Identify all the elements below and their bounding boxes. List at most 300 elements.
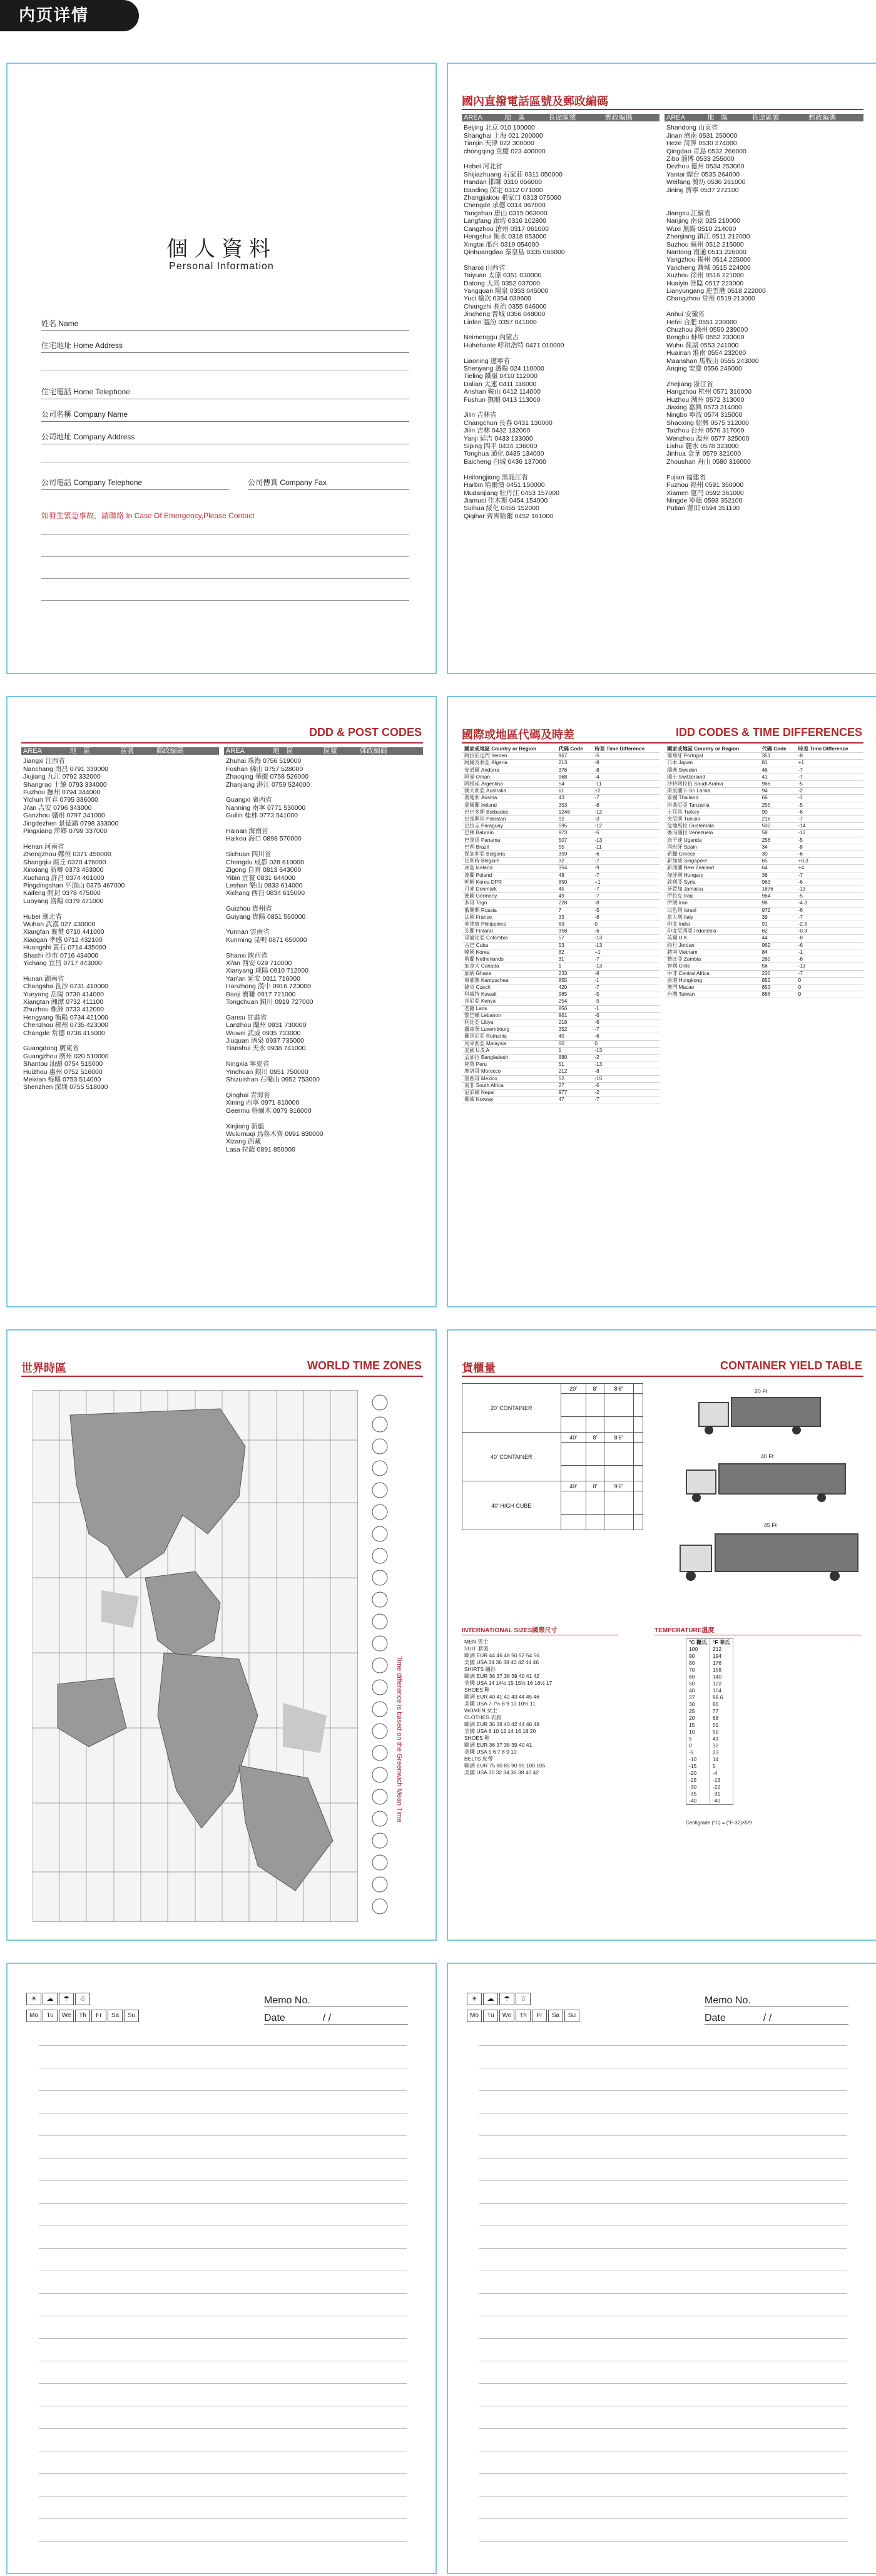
idd-row [462, 921, 660, 928]
idd-cell: 羅馬尼亞 Romania [462, 1033, 556, 1040]
col-area: AREA [226, 747, 245, 755]
memo-line[interactable] [479, 2180, 847, 2181]
idd-cell: 39 [760, 914, 796, 921]
idd-row [665, 788, 863, 795]
emergency-line[interactable] [41, 600, 409, 601]
section-tag: 内页详情 [0, 0, 139, 31]
idd-cell: -6 [796, 956, 863, 963]
idd-row [665, 963, 863, 970]
idd-cell: -14 [796, 823, 863, 830]
idd-cell: 老撾 Laos [462, 1005, 556, 1012]
size-row: 美國 USA 30 32 34 36 38 40 42 [464, 1769, 539, 1776]
weekday-box[interactable]: Mo [26, 2010, 41, 2022]
memo-line[interactable] [479, 2248, 847, 2249]
size-row: SUIT 套裝 [464, 1645, 489, 1652]
idd-row [462, 1005, 660, 1012]
memo-number-field[interactable]: Memo No. [705, 1995, 848, 2007]
idd-cell: 60 [556, 1040, 593, 1047]
idd-cell: -12 [592, 809, 660, 815]
idd-cell: -4 [592, 774, 660, 780]
time-zone-circle [372, 1395, 387, 1410]
idd-cell: 泰國 Thailand [665, 795, 760, 802]
idd-cell: 57 [556, 935, 593, 942]
idd-row [462, 1075, 660, 1082]
idd-row [665, 956, 863, 963]
time-zone-circle [372, 1702, 387, 1717]
title-rule [21, 742, 423, 744]
weekday-box[interactable]: Sa [548, 2010, 563, 2022]
idd-cell: 64 [760, 865, 796, 872]
cy-title-cn: 貨櫃量 [462, 1362, 496, 1374]
col-code: 長途區號 [751, 114, 780, 121]
time-zone-circle [372, 1855, 387, 1870]
idd-cell: -8 [592, 802, 660, 809]
temp-cell: 176 [710, 1660, 733, 1667]
idd-cell: 巴基斯坦 Pakistan [462, 816, 556, 823]
weekday-box[interactable]: Fr [91, 2010, 106, 2022]
weekday-box[interactable]: We [499, 2010, 514, 2022]
memo-line[interactable] [479, 2090, 847, 2091]
memo-line[interactable] [39, 2293, 407, 2294]
idd-cell: -13 [592, 942, 660, 949]
idd-row [665, 830, 863, 837]
temp-cell: -10 [686, 1756, 710, 1763]
idd-row [462, 795, 660, 802]
weekday-box[interactable]: Su [564, 2010, 579, 2022]
idd-row [462, 1054, 660, 1061]
idd-cell: -8 [592, 914, 660, 921]
idd-cell: -13 [592, 837, 660, 844]
idd-cell: 肯尼亞 Kenya [462, 998, 556, 1005]
idd-cell: -6 [592, 1033, 660, 1040]
idd-cell: -3 [592, 816, 660, 823]
company-fax-field[interactable]: 公司傳真 Company Fax [248, 477, 409, 490]
col-country: 國家或地區 Country or Region [665, 746, 760, 753]
area-list: Beijing 北京 010 100000 Shanghai 上海 021 200000 Tianjin 天津 022 300000 chongqing 重慶 023 400000 Hebei 河北省 Shijiazhuang 石家莊 0311 050000 Handan 邯鄲 0310 056000 Baoding 保定 0312 071000 Zhangjiakou 張家口 0313 075000 Chengde 承德 0314 067000 Tangshan 唐山 0315 063000 Langfang 廊坊 0316 102800 Cangzhou 滄州 0317 061000 Hengshui 衡水 0318 053000 Xingtai 邢台 0319 054000 Qinhuangdao 秦皇島 0335 066000 Shanxi 山西省 Taiyuan 太原 0351 030000 Datong 大同 0352 037000 Yangquan 陽泉 0353 045000 Yuci 榆次 0354 030600 Changzhi 長治 0355 046000 Jincheng 晉城 0356 048000 Linfen 臨汾 0357 041000 Neimenggu 內蒙古 Huhehaote 呼和浩特 0471 010000 Liaoning 遼寧省 Shenyang 瀋陽 024 110000 Tieling 鐵嶺 0410 112000 Dalian 大連 0411 116000 Anshan 鞍山 0412 114000 Fushun 撫順 0413 113000 Jilin 吉林省 Changchun 長春 0431 130000 Jilin 吉林 0432 132000 Yanji 延吉 0433 133000 Siping 四平 0434 136000 Tonghua 通化 0435 134000 Baicheng 白城 0436 137000 Heilongjiang 黑龍江省 Harbin 哈爾濱 0451 150000 Mudanjiang 牡丹江 0453 157000 Jiamusi 佳木斯 0454 154000 Suihua 綏化 0455 152000 Qiqihar 齊齊哈爾 0452 161000 [464, 124, 565, 520]
idd-cell: 49 [556, 893, 593, 900]
idd-cell: 967 [556, 753, 593, 760]
idd-cell: 66 [760, 795, 796, 802]
temp-cell: -25 [686, 1777, 710, 1784]
emergency-line[interactable] [41, 556, 409, 557]
idd-cell: 260 [760, 956, 796, 963]
temp-cell: 50 [686, 1680, 710, 1687]
size-row: 歐洲 EUR 75 80 85 90 95 100 105 [464, 1762, 546, 1769]
weekday-box[interactable]: Th [75, 2010, 90, 2022]
idd-row [462, 760, 660, 767]
time-zone-circle [372, 1899, 387, 1914]
idd-row [665, 879, 863, 886]
idd-row [462, 1040, 660, 1047]
idd-cell: 43 [556, 795, 593, 802]
memo-date-field[interactable] [264, 2013, 408, 2025]
company-name-field[interactable]: 公司名稱 Company Name [41, 409, 409, 422]
temperature-table [686, 1638, 733, 1805]
idd-title-en: IDD CODES & TIME DIFFERENCES [675, 726, 862, 739]
idd-cell: 82 [556, 949, 593, 956]
weather-icon[interactable]: ☂ [499, 1993, 514, 2005]
memo-line[interactable] [39, 2473, 407, 2474]
temp-cell: 59 [710, 1722, 733, 1729]
idd-cell: 91 [760, 921, 796, 928]
col-region: 地 區 [272, 747, 293, 755]
idd-cell: -6 [592, 1012, 660, 1019]
idd-row [462, 753, 660, 760]
memo-line[interactable] [479, 2338, 847, 2339]
idd-cell: 0 [796, 991, 863, 998]
idd-row [665, 949, 863, 956]
area-list: Jiangxi 江西省 Nanchang 南昌 0791 330000 Jiujiang 九江 0792 332000 Shangrao 上饒 0793 334000 Fuzhou 撫州 0794 344000 Yichun 宜春 0795 336000 Ji'an 吉安 0796 343000 Ganzhou 贛州 0797 341000 Jingdezhen 景德鎮 0798 333000 Pingxiang 萍鄉 0799 337000 Henan 河南省 Zhengzhou 鄭州 0371 450000 Shangqiu 商丘 0370 476000 Xinxiang 新鄉 0373 453000 Xuchang 許昌 0374 461000 Pingdingshan 平頂山 0375 467000 Kaifeng 開封 0378 475000 Luoyang 洛陽 0379 471000 Hubei 湖北省 Wuhan 武漢 027 430000 Xiangfan 襄樊 0710 441000 Xiaogan 孝感 0712 432100 Huangshi 黃石 0714 435000 Shashi 沙市 0716 434000 Yichang 宜昌 0717 443000 Hunan 湖南省 Changsha 長沙 0731 410000 Yueyang 岳陽 0730 414000 Xiangtan 湘潭 0732 411100 Zhuzhou 株洲 0733 412000 Hengyang 衡陽 0734 421000 Chenzhou 郴州 0735 423000 Changde 常德 0736 415000 Guangdong 廣東省 Guangzhou 廣州 020 510000 Shantou 汕頭 0754 515000 Huizhou 惠州 0752 516000 Meixian 梅縣 0753 514000 Shenzhen 深圳 0755 518000 [23, 757, 125, 1091]
idd-row [462, 1061, 660, 1068]
idd-row [462, 816, 660, 823]
idd-cell: 約旦 Jordan [665, 942, 760, 949]
idd-cell: 30 [760, 851, 796, 858]
idd-cell: 墨西哥 Mexico [462, 1075, 556, 1082]
weather-icon[interactable]: ☁ [483, 1993, 498, 2005]
idd-cell: -6 [796, 879, 863, 886]
idd-cell: 科威特 Kuwait [462, 991, 556, 998]
temp-cell: -5 [686, 1749, 710, 1756]
memo-line[interactable] [479, 2428, 847, 2429]
idd-cell: -13 [592, 935, 660, 942]
idd-cell: 353 [556, 802, 593, 809]
idd-cell: 秘魯 Peru [462, 1061, 556, 1068]
company-address-field[interactable]: 公司地址 Company Address [41, 431, 409, 444]
idd-cell: 巴拿馬 Panama [462, 837, 556, 844]
idd-cell: +1 [592, 879, 660, 886]
idd-cell: 澳大利亞 Australia [462, 788, 556, 795]
temp-cell: 23 [710, 1749, 733, 1756]
idd-cell: 贊比亞 Zambia [665, 956, 760, 963]
time-zone-circle [372, 1461, 387, 1476]
idd-cell: 48 [556, 872, 593, 879]
idd-cell: 保加利亞 Bulgaria [462, 851, 556, 858]
idd-cell: 瑞士 Switzerland [665, 774, 760, 780]
temp-cell: 86 [710, 1701, 733, 1708]
time-zone-circle [372, 1439, 387, 1454]
weather-icon[interactable]: ☁ [43, 1993, 58, 2005]
idd-cell: -8 [796, 753, 863, 760]
idd-cell: -1 [796, 795, 863, 802]
idd-cell: 挪威 Norway [462, 1096, 556, 1103]
company-telephone-field[interactable]: 公司電話 Company Telephone [41, 477, 229, 490]
idd-row [462, 886, 660, 893]
idd-cell: 850 [556, 879, 593, 886]
idd-row [665, 837, 863, 844]
idd-cell: 32 [556, 858, 593, 865]
idd-cell: -7 [592, 1026, 660, 1033]
world-map [33, 1390, 358, 1922]
time-zone-circle [372, 1505, 387, 1520]
idd-cell: -5 [796, 802, 863, 809]
idd-cell: 1 [556, 963, 593, 970]
idd-cell: 印度尼西亞 Indonesia [665, 928, 760, 935]
idd-cell: 853 [760, 984, 796, 991]
idd-row [462, 865, 660, 872]
emergency-line[interactable] [41, 578, 409, 579]
idd-cell: -7 [592, 795, 660, 802]
idd-row [665, 970, 863, 977]
memo-line[interactable] [39, 2428, 407, 2429]
memo-line[interactable] [39, 2090, 407, 2091]
time-zone-note: Time difference is based on the Greenwich Mean Time [395, 1656, 403, 1822]
memo-line[interactable] [39, 2045, 407, 2046]
home-address-line2[interactable] [41, 360, 409, 371]
idd-cell: -8 [592, 767, 660, 774]
idd-cell: 855 [556, 977, 593, 984]
area-list: Shandong 山東省 Jinan 濟南 0531 250000 Heze 菏澤 0530 274000 Qingdao 青島 0532 266000 Zibo 淄博 0533 255000 Dezhou 德州 0534 253000 Yantai 煙台 0535 264000 Weifang 濰坊 0536 261000 Jining 濟寧 0537 272100 Jiangsu 江蘇省 Nanjing 南京 025 210000 Wuxi 無錫 0510 214000 Zhenjiang 鎮江 0511 212000 Suzhou 蘇州 0512 215000 Nantong 南通 0513 226000 Yangzhou 揚州 0514 225000 Yancheng 鹽城 0515 224000 Xuzhou 徐州 0516 221000 Huaiyin 淮陰 0517 223000 Lianyungang 連雲港 0518 222000 Changzhou 常州 0519 213000 Anhui 安徽省 Hefei 合肥 0551 230000 Chuzhou 滁州 0550 239000 Bengbu 蚌埠 0552 233000 Wuhu 蕪湖 0553 241000 Huainan 淮南 0554 232000 Maanshan 馬鞍山 0555 243000 Anqing 安慶 0556 246000 Zhejiang 浙江省 Hangzhou 杭州 0571 310000 Huzhou 湖州 0572 313000 Jiaxing 嘉興 0573 314000 Ningbo 寧波 0574 315000 Shaoxing 紹興 0575 312000 Taizhou 台州 0576 317000 Wenzhou 溫州 0577 325000 Lishui 麗水 0578 323000 Jinhua 金華 0579 321000 Zhoushan 舟山 0580 316000 Fujian 福建省 Fuzhou 福州 0591 350000 Xiamen 廈門 0592 361000 Ningde 寧德 0593 352100 Putian 莆田 0594 351100 [666, 124, 766, 513]
temp-cell: 5 [686, 1735, 710, 1742]
idd-row [462, 914, 660, 921]
weather-icon[interactable]: ☀ [467, 1993, 482, 2005]
page-container-yield [447, 1329, 876, 1941]
idd-row [462, 977, 660, 984]
idd-row [462, 879, 660, 886]
memo-line[interactable] [39, 2248, 407, 2249]
weather-icon[interactable]: ☀ [26, 1993, 41, 2005]
temp-cell: 100 [686, 1646, 710, 1653]
time-zone-circle [372, 1789, 387, 1804]
col-area: AREA [666, 114, 685, 121]
idd-cell: 0 [592, 1040, 660, 1047]
idd-cell: -6 [592, 851, 660, 858]
col-post: 郵政編碼 [359, 747, 387, 755]
idd-row [462, 781, 660, 788]
time-zone-circle [372, 1745, 387, 1761]
home-address-field[interactable]: 住宅地址 Home Address [41, 340, 409, 353]
idd-cell: 法國 France [462, 914, 556, 921]
idd-cell: 意大利 Italy [665, 914, 760, 921]
size-row: WOMEN 女士 [464, 1707, 497, 1714]
idd-cell: 376 [556, 767, 593, 774]
memo-line[interactable] [39, 2180, 407, 2181]
memo-line[interactable] [39, 2158, 407, 2159]
weekday-box[interactable]: Sa [108, 2010, 123, 2022]
temp-cell: 122 [710, 1680, 733, 1687]
temp-note: Centigrade (°C) = (°F-32)×5/9 [686, 1820, 752, 1826]
memo-line[interactable] [39, 2338, 407, 2339]
idd-cell: 加拿大 Canada [462, 963, 556, 970]
idd-cell: -1 [592, 977, 660, 984]
idd-cell: 0 [592, 921, 660, 928]
idd-cell: 希臘 Greece [665, 851, 760, 858]
temp-cell: -30 [686, 1784, 710, 1791]
idd-cell: 0 [796, 984, 863, 991]
idd-cell: 匈牙利 Hungary [665, 872, 760, 879]
idd-cell: 美國 U.S.A [462, 1047, 556, 1054]
weekday-box[interactable]: Tu [43, 2010, 58, 2022]
emergency-label: 如發生緊急事故，請聯絡 In Case Of Emergency,Please Contact [41, 511, 255, 520]
memo-line[interactable] [479, 2383, 847, 2384]
size-row: SHIRTS 襯衫 [464, 1666, 496, 1672]
idd-cell: 奧地利 Austria [462, 795, 556, 802]
memo-line[interactable] [479, 2473, 847, 2474]
idd-cell: 81 [760, 760, 796, 767]
idd-cell: -6 [796, 851, 863, 858]
idd-table-right [665, 746, 863, 998]
temp-cell: 158 [710, 1667, 733, 1674]
memo-line[interactable] [39, 2135, 407, 2136]
idd-cell: 日本 Japan [665, 760, 760, 767]
temp-cell: -22 [710, 1784, 733, 1791]
temp-cell: 32 [710, 1742, 733, 1749]
memo-line[interactable] [479, 2203, 847, 2204]
idd-cell: 507 [556, 837, 593, 844]
idd-row [462, 1089, 660, 1096]
idd-cell: 7 [556, 907, 593, 914]
idd-cell: -7 [796, 767, 863, 774]
idd-cell: 880 [556, 1054, 593, 1061]
idd-row [665, 900, 863, 907]
idd-cell: -6 [592, 1082, 660, 1089]
size-row: 美國 USA 5 6 7 8 9 10 [464, 1749, 517, 1755]
idd-cell: 255 [760, 802, 796, 809]
idd-cell: 54 [556, 781, 593, 788]
idd-cell: -6 [592, 1019, 660, 1026]
idd-cell: -13 [796, 886, 863, 893]
domestic-table-left [462, 114, 660, 520]
memo-number-field[interactable]: Memo No. [264, 1995, 408, 2007]
emergency-line[interactable] [41, 534, 409, 535]
idd-cell: -2 [592, 1054, 660, 1061]
idd-row [665, 816, 863, 823]
page-world-time-zones [6, 1329, 437, 1941]
idd-cell: -8 [592, 760, 660, 767]
idd-cell: 芬蘭 Finland [462, 928, 556, 935]
idd-cell: 德國 Germany [462, 893, 556, 900]
temp-cell: -13 [710, 1777, 733, 1784]
idd-cell: 852 [760, 977, 796, 984]
weekday-box[interactable]: Su [124, 2010, 139, 2022]
memo-line[interactable] [479, 2496, 847, 2497]
idd-cell: 尼泊爾 Nepal [462, 1089, 556, 1096]
size-row: 美國 USA 8 10 12 14 16 18 20 [464, 1728, 536, 1734]
memo-line[interactable] [479, 2045, 847, 2046]
idd-row [462, 949, 660, 956]
memo-line[interactable] [479, 2541, 847, 2542]
idd-cell: 阿根廷 Argentina [462, 781, 556, 788]
idd-cell: -8 [796, 844, 863, 851]
temp-cell: 77 [710, 1708, 733, 1715]
idd-row [462, 767, 660, 774]
memo-line[interactable] [39, 2496, 407, 2497]
idd-cell: -1 [592, 1005, 660, 1012]
weekday-box[interactable]: Th [516, 2010, 531, 2022]
time-zone-circle [372, 1483, 387, 1498]
idd-cell: 波蘭 Poland [462, 872, 556, 879]
idd-cell: 土耳其 Turkey [665, 809, 760, 815]
domestic-title: 國內直撥電話區號及郵政編碼 [462, 95, 608, 108]
idd-row [462, 991, 660, 998]
time-zone-circle [372, 1636, 387, 1651]
idd-cell: -2 [796, 788, 863, 795]
idd-cell: 27 [556, 1082, 593, 1089]
idd-row [462, 851, 660, 858]
container-spec-table: 20' CONTAINER 20' 8' 8'6" 40' CONTAINER 40' 8' 8'6" 40' HIGH CUBE 40' 8' 9'6" [462, 1383, 643, 1530]
idd-cell: 61 [556, 788, 593, 795]
name-field[interactable]: 姓名 Name [41, 318, 409, 331]
page-idd-codes [447, 696, 876, 1307]
memo-line[interactable] [39, 2203, 407, 2204]
idd-cell: 41 [760, 774, 796, 780]
idd-table-left [462, 746, 660, 1103]
home-telephone-field[interactable]: 住宅電話 Home Telephone [41, 386, 409, 399]
weekday-box[interactable]: Fr [532, 2010, 547, 2022]
idd-cell: 巴巴多斯 Barbados [462, 809, 556, 815]
idd-cell: 荷蘭 Netherlands [462, 956, 556, 963]
temp-cell: -20 [686, 1770, 710, 1777]
size-row: BELTS 皮帶 [464, 1756, 493, 1762]
idd-cell: -8 [592, 970, 660, 977]
idd-cell: 突尼斯 Tunisia [665, 816, 760, 823]
idd-cell: 古巴 Cuba [462, 942, 556, 949]
memo-date-field[interactable] [705, 2013, 848, 2025]
size-row: 歐洲 EUR 36 37 38 39 40 41 42 [464, 1673, 540, 1679]
idd-cell: 352 [556, 1026, 593, 1033]
idd-cell: -12 [592, 823, 660, 830]
size-row: 美國 USA 34 36 38 40 42 44 46 [464, 1659, 539, 1665]
temp-cell: 104 [710, 1687, 733, 1694]
idd-row [665, 760, 863, 767]
idd-row [462, 823, 660, 830]
memo-line[interactable] [39, 2518, 407, 2519]
company-address-line2[interactable] [41, 451, 409, 463]
memo-line[interactable] [39, 2383, 407, 2384]
idd-cell: -7 [592, 1096, 660, 1103]
idd-cell: 巴拉圭 Paraguay [462, 823, 556, 830]
title-rule [21, 1376, 423, 1377]
memo-line[interactable] [479, 2158, 847, 2159]
idd-cell: 新加坡 Singapore [665, 858, 760, 865]
idd-cell: -5 [796, 893, 863, 900]
memo-line[interactable] [479, 2135, 847, 2136]
idd-cell: 台灣 Taiwan [665, 991, 760, 998]
idd-cell: 南非 South Africa [462, 1082, 556, 1089]
idd-cell: -13 [592, 1047, 660, 1054]
idd-cell: +0.3 [796, 858, 863, 865]
memo-line[interactable] [39, 2541, 407, 2542]
personal-subtitle: Personal Information [169, 261, 274, 272]
idd-cell: -13 [592, 1061, 660, 1068]
weekday-box[interactable]: Tu [483, 2010, 498, 2022]
cy-title-en: CONTAINER YIELD TABLE [720, 1359, 862, 1372]
time-zone-circle [372, 1767, 387, 1782]
idd-cell: 34 [760, 844, 796, 851]
memo-line[interactable] [479, 2293, 847, 2294]
idd-row [665, 893, 863, 900]
idd-cell: 254 [556, 998, 593, 1005]
truck-40ft: 40 Ft [686, 1453, 848, 1510]
weekday-box[interactable]: We [59, 2010, 74, 2022]
memo-line[interactable] [479, 2518, 847, 2519]
weather-icon[interactable]: ☃ [75, 1993, 90, 2005]
idd-cell: -6 [796, 907, 863, 914]
truck-20ft: 20 Ft [698, 1388, 823, 1438]
idd-row [665, 795, 863, 802]
page-memo-left [6, 1963, 437, 2574]
time-zone-circle [372, 1526, 387, 1541]
weather-icon[interactable]: ☃ [516, 1993, 531, 2005]
idd-cell: 敘利亞 Syria [665, 879, 760, 886]
temp-cell: 70 [686, 1667, 710, 1674]
time-zone-circle [372, 1548, 387, 1563]
idd-cell: 孟加拉 Bangladesh [462, 1054, 556, 1061]
weather-icon[interactable]: ☂ [59, 1993, 74, 2005]
col-region: 地 區 [504, 114, 525, 121]
time-zone-circles [361, 1390, 399, 1922]
idd-cell: 55 [556, 844, 593, 851]
weekday-box[interactable]: Mo [467, 2010, 482, 2022]
